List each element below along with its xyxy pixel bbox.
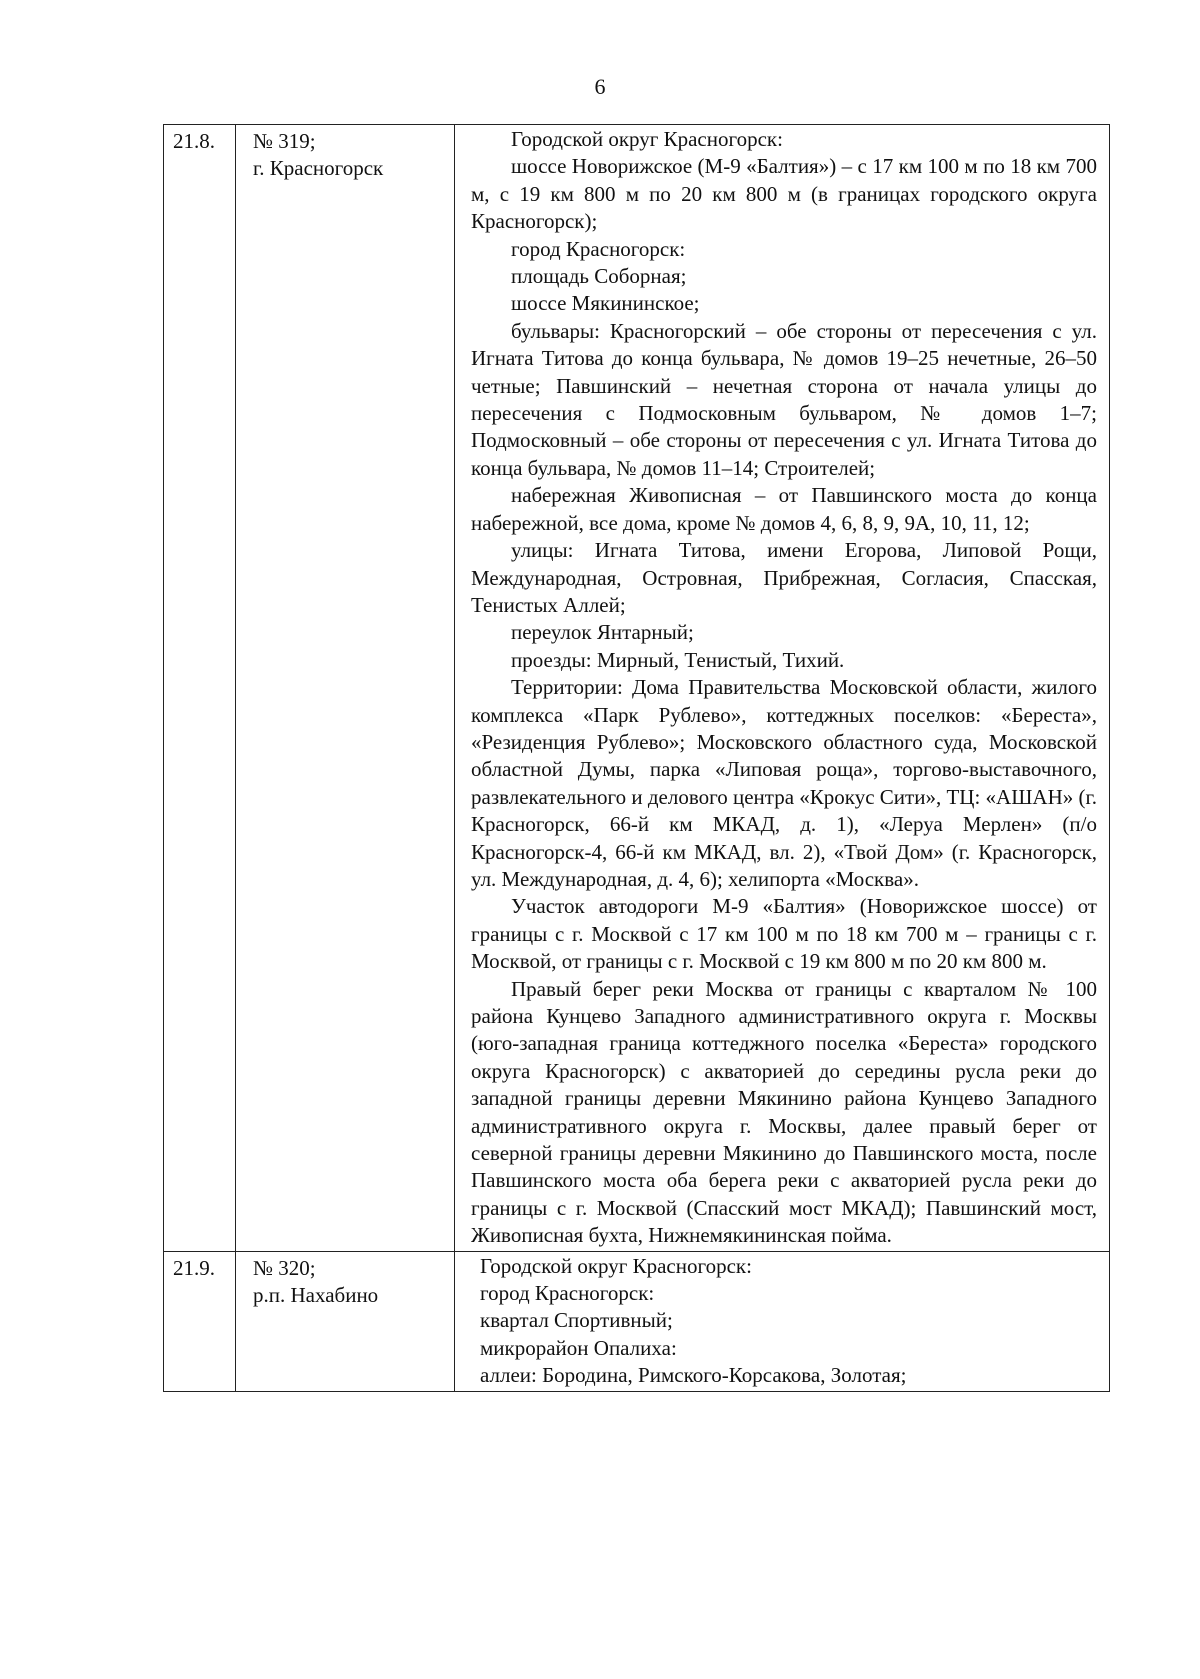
district-center: г. Красногорск: [253, 156, 384, 181]
description-paragraph: Участок автодороги М-9 «Балтия» (Новорижское шоссе) от границы с г. Москвой с 17 км 100 м по 18 км 700 м – границы с г. Москвой, от границы с г. Москвой с 19 км 800 м по 20 км 800 м.: [471, 894, 1097, 974]
description-paragraph: Городской округ Красногорск:: [511, 127, 783, 151]
district-number: № 319;: [253, 129, 316, 153]
description-paragraph: улицы: Игната Титова, имени Егорова, Липовой Рощи, Международная, Островная, Прибрежная, Согласия, Спасская, Тенистых Аллей;: [471, 538, 1097, 617]
description-paragraph: бульвары: Красногорский – обе стороны от пересечения с ул. Игната Титова до конца бульвара, № домов 19–25 нечетные, 26–50 четные; Павшинский – нечетная сторона от начала улицы до пересечения с Подмосковным бульваром, № домов 1–7; Подмосковный – обе стороны от пересечения с ул. Игната Титова до конца бульвара, № домов 11–14; Строителей;: [471, 318, 1097, 480]
district-description: [455, 1251, 1110, 1391]
table-row: [164, 1251, 1110, 1391]
districts-table: [163, 124, 1110, 1392]
district-description: [455, 125, 1110, 1252]
page-number: 6: [594, 74, 606, 99]
description-paragraph: переулок Янтарный;: [511, 620, 694, 645]
description-paragraph: Правый берег реки Москва от границы с кварталом № 100 района Кунцево Западного административного округа г. Москвы (юго-западная граница коттеджного поселка «Береста» городского округа Красногорск) с акваторией до середины русла реки до западной границы деревни Мякинино района Кунцево Западного административного округа г. Москвы, далее правый берег от северной границы деревни Мякинино до Павшинского моста, после Павшинского моста оба берега реки с акваторией русла реки до границы с г. Москвой (Спасский мост МКАД); Павшинский мост, Живописная бухта, Нижнемякининская пойма.: [471, 976, 1097, 1248]
description-paragraph: площадь Соборная;: [511, 264, 687, 289]
description-paragraph: шоссе Новорижское (М-9 «Балтия») – с 17 км 100 м по 18 км 700 м, с 19 км 800 м по 20 км 800 м (в границах городского округа Красногорск);: [471, 154, 1097, 234]
description-line: микрорайон Опалиха:: [480, 1335, 677, 1360]
description-line: Городской округ Красногорск:: [480, 1253, 752, 1278]
district-center: р.п. Нахабино: [253, 1283, 379, 1308]
description-paragraph: город Красногорск:: [511, 236, 686, 261]
description-line: город Красногорск:: [480, 1281, 655, 1306]
district-cell: [236, 1251, 455, 1391]
row-number: 21.8.: [164, 125, 236, 1252]
description-line: квартал Спортивный;: [480, 1308, 673, 1333]
description-paragraph: шоссе Мякининское;: [511, 291, 700, 316]
table-row: [164, 125, 1110, 1252]
description-paragraph: Территории: Дома Правительства Московской области, жилого комплекса «Парк Рублево», коттеджных поселков: «Береста», «Резиденция Рублево»; Московского областного суда, Московской областной Думы, парка «Липовая роща», торгово-выставочного, развлекательного и делового центра «Крокус Сити», ТЦ: «АШАН» (г. Красногорск, 66-й км МКАД, д. 1), «Леруа Мерлен» (п/о Красногорск-4, 66-й км МКАД, вл. 2), «Твой Дом» (г. Красногорск, ул. Международная, д. 4, 6); хелипорта «Москва».: [471, 675, 1097, 891]
description-paragraph: набережная Живописная – от Павшинского моста до конца набережной, все дома, кроме № домов 4, 6, 8, 9, 9А, 10, 11, 12;: [471, 483, 1097, 535]
district-number: № 320;: [253, 1255, 316, 1280]
description-line: аллеи: Бородина, Римского-Корсакова, Золотая;: [480, 1363, 907, 1388]
description-paragraph: проезды: Мирный, Тенистый, Тихий.: [511, 647, 845, 672]
district-cell: [236, 125, 455, 1252]
row-number: 21.9.: [164, 1251, 236, 1391]
